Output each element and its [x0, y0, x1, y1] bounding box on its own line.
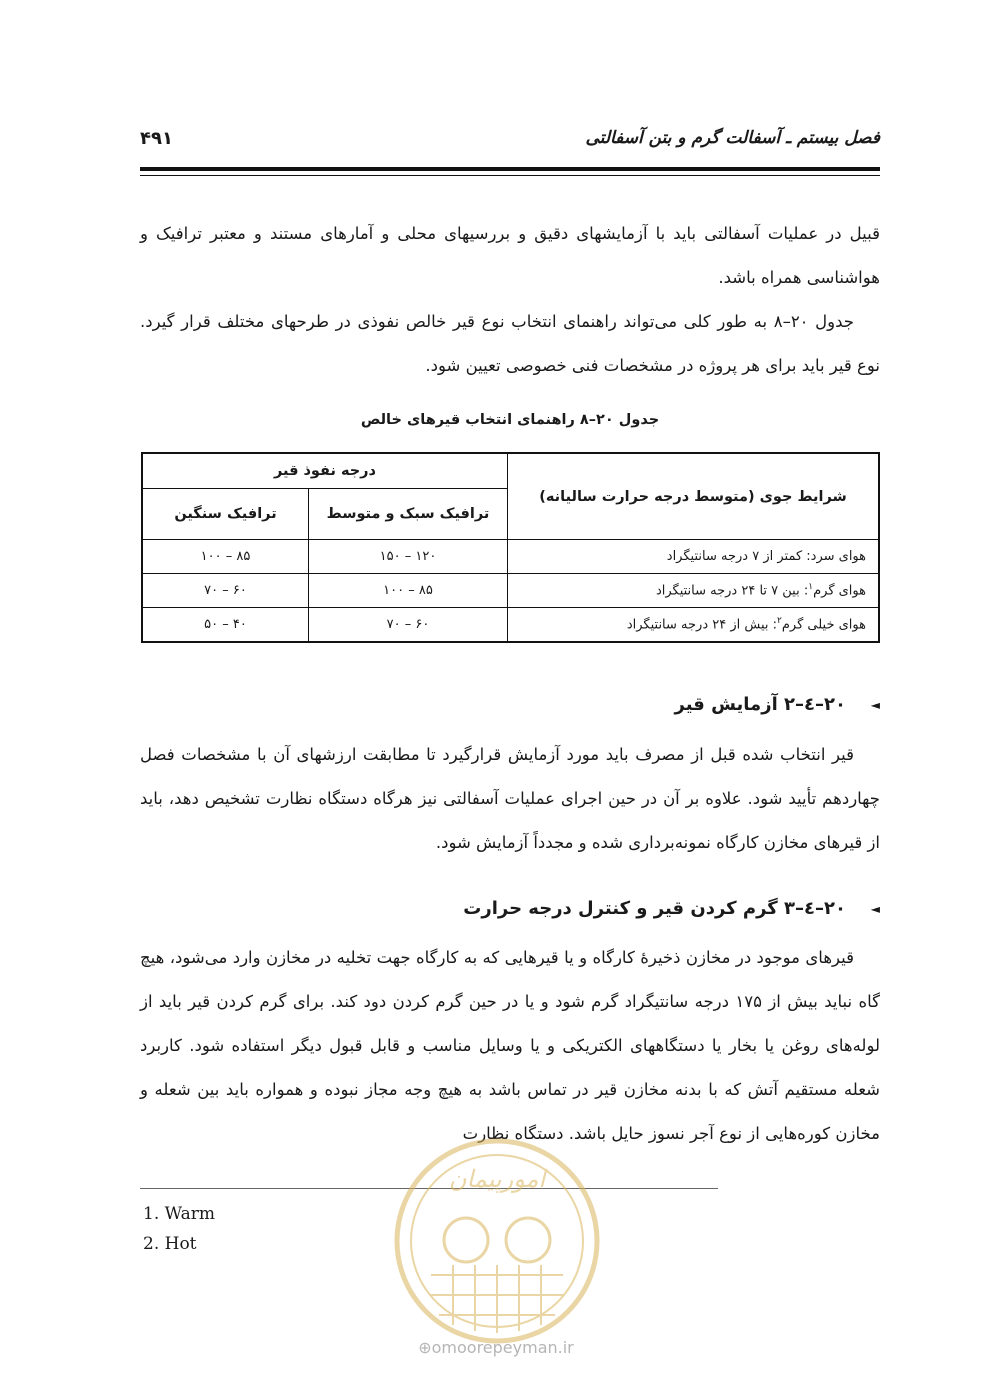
heavy-traffic-cell: ۸۵ – ۱۰۰ [142, 540, 309, 574]
bitumen-selection-table [141, 452, 880, 643]
header-rule-thick [140, 167, 880, 171]
condition-range: : بیش از ۲۴ درجه سانتیگراد [626, 617, 778, 633]
footnote-1: 1. Warm [143, 1204, 216, 1224]
watermark-stamp-logo [391, 1135, 603, 1347]
paragraph-1: قبیل در عملیات آسفالتی باید با آزمایشهای دقیق و بررسیهای محلی و آمارهای مستند و معتبر ترافیک و هواشناسی همراه باشد. [140, 224, 880, 287]
header-light-traffic: ترافیک سبک و متوسط [309, 489, 508, 540]
header-heavy-traffic: ترافیک سنگین [142, 489, 309, 540]
watermark-url [0, 1338, 992, 1357]
light-traffic-cell: ۶۰ – ۷۰ [309, 608, 508, 643]
condition-range: : بین ۷ تا ۲۴ درجه سانتیگراد [655, 583, 809, 599]
bullet-arrow-icon: ◄ [870, 698, 880, 712]
condition-cell: هوای سرد: کمتر از ۷ درجه سانتیگراد [508, 540, 880, 574]
condition-label: هوای گرم [813, 583, 866, 599]
bullet-arrow-icon: ◄ [870, 902, 880, 916]
light-traffic-cell: ۸۵ – ۱۰۰ [309, 574, 508, 608]
condition-label: هوای خیلی گرم [781, 617, 866, 633]
chapter-title: فصل بیستم ـ آسفالت گرم و بتن آسفالتی [585, 128, 880, 148]
section-title: ۲۰–٤–۳ گرم کردن قیر و کنترل درجه حرارت [463, 898, 846, 919]
heavy-traffic-cell: ۶۰ – ۷۰ [142, 574, 309, 608]
paragraph-3: قیر انتخاب شده قبل از مصرف باید مورد آزمایش قرارگیرد تا مطابقت ارزشهای آن با مشخصات فصل چهاردهم تأیید شود. علاوه بر آن در حین اجرای عملیات آسفالتی نیز هرگاه دستگاه نظارت تشخیص دهد، باید از قیرهای مخازن کارگاه نمونه‌برداری شده و مجدداً آزمایش شود. [140, 745, 880, 852]
header-penetration-grade: درجه نفوذ قیر [142, 453, 508, 489]
condition-cell [508, 608, 880, 643]
paragraph-2: جدول ۲۰–۸ به طور کلی می‌تواند راهنمای انتخاب نوع قیر خالص نفوذی در طرحهای مختلف قرار گیرد. نوع قیر باید برای هر پروژه در مشخصات فنی خصوصی تعیین شود. [140, 312, 880, 375]
light-traffic-cell: ۱۲۰ – ۱۵۰ [309, 540, 508, 574]
header-climate-conditions: شرایط جوی (متوسط درجه حرارت سالیانه) [508, 453, 880, 540]
globe-icon: ⊕ [418, 1338, 432, 1357]
footnote-2: 2. Hot [143, 1234, 197, 1254]
paragraph-4: قیرهای موجود در مخازن ذخیرهٔ کارگاه و یا قیرهایی که به کارگاه جهت تخلیه در مخازن وارد می‌شود، هیچ گاه نباید بیش از ۱۷۵ درجه سانتیگراد گرم شود و یا در حین گرم کردن دود کند. برای گرم کردن قیر باید از لوله‌های روغن یا بخار یا دستگاههای الکتریکی و یا وسایل مناسب و قابل قبول دیگر استفاده شود. کاربرد شعله مستقیم آتش که با بدنه مخازن قیر در تماس باشد به هیچ وجه مجاز نبوده و همواره باید بین شعله و مخازن کوره‌هایی از نوع آجر نسوز حایل باشد. دستگاه نظارت [140, 948, 880, 1143]
svg-text:امورپیمان: امورپیمان [448, 1165, 546, 1193]
section-title: ۲۰–٤–۲ آزمایش قیر [674, 694, 846, 715]
watermark-text: omoorepeyman.ir [431, 1338, 574, 1357]
footnote-ref: ۱ [808, 582, 814, 593]
header-rule-thin [140, 175, 880, 176]
footnote-ref: ۲ [777, 616, 782, 627]
table-row [142, 540, 879, 574]
heavy-traffic-cell: ۴۰ – ۵۰ [142, 608, 309, 643]
table-caption: جدول ۲۰–۸ راهنمای انتخاب قیرهای خالص [360, 412, 660, 428]
table-row [142, 608, 879, 643]
section-heading-heating [140, 898, 880, 919]
table-row [142, 574, 879, 608]
page-number: ۴۹۱ [140, 128, 173, 149]
condition-cell [508, 574, 880, 608]
running-header [140, 128, 880, 156]
section-heading-bitumen-test [140, 694, 880, 715]
